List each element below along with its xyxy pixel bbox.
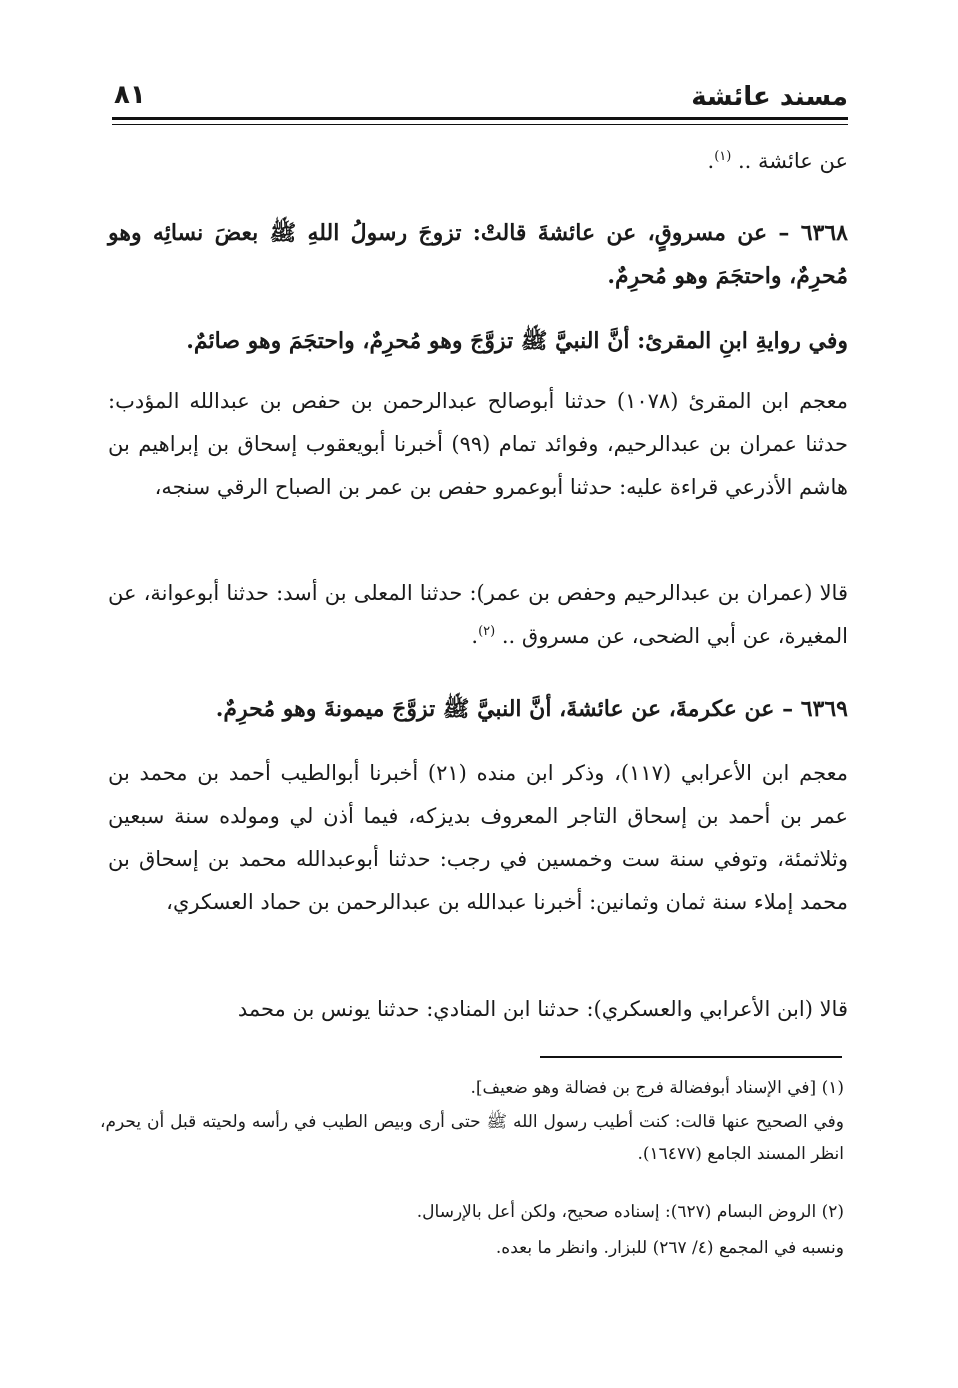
page-header	[112, 78, 848, 122]
paragraph-isnad-2-text: قالا (عمران بن عبدالرحيم وحفص بن عمر): حدثنا المعلى بن أسد: حدثنا أبوعوانة، عن المغيرة، عن أبي الضحى، عن مسروق ..	[108, 581, 848, 648]
paragraph-isnad-2-end: .	[471, 624, 479, 648]
footnote-separator	[540, 1056, 842, 1058]
footnote-1-note: وفي الصحيح عنها قالت: كنت أطيب رسول الله ﷺ حتى أرى وبيص الطيب في رأسه ولحيته قبل أن يحرم، انظر المسند الجامع (١٦٤٧٧).	[100, 1112, 844, 1164]
paragraph-isnad-4: قالا (ابن الأعرابي والعسكري): حدثنا ابن المنادي: حدثنا يونس بن محمد	[237, 997, 848, 1021]
paragraph-isnad-2	[108, 572, 848, 658]
continuation-end: .	[707, 149, 715, 173]
hadith-6369: ٦٣٦٩ – عن عكرمةَ، عن عائشةَ، أنَّ النبيَّ ﷺ تزوَّجَ ميمونةَ وهو مُحرِمٌ.	[215, 696, 848, 722]
footnote-2: (٢) الروض البسام (٦٢٧): إسناده صحيح، ولكن أعل بالإرسال.	[416, 1202, 844, 1222]
continuation-text: عن عائشة ..	[731, 149, 848, 173]
footnote-ref-2: (٢)	[478, 624, 496, 639]
continuation-line	[108, 140, 848, 183]
header-rule-thick	[112, 117, 848, 120]
hadith-6368-riwaya: وفي روايةِ ابنِ المقرئ: أنَّ النبيَّ ﷺ تزوَّجَ وهو مُحرِمٌ، واحتجَمَ وهو صائمٌ.	[186, 328, 848, 354]
hadith-6368: ٦٣٦٨ – عن مسروقٍ، عن عائشةَ قالتْ: تزوجَ رسولُ اللهِ ﷺ بعضَ نسائِه وهو مُحرِمٌ، واحتجَمَ وهو مُحرِمٌ.	[108, 220, 848, 289]
paragraph-isnad-1: معجم ابن المقرئ (١٠٧٨) حدثنا أبوصالح عبدالرحمن بن حفص بن عبدالله المؤدب: حدثنا عمران بن عبدالرحيم، وفوائد تمام (٩٩) أخبرنا أبويعقوب إسحاق بن إبراهيم بن هاشم الأذرعي قراءة عليه: حدثنا أبوعمرو حفص بن عمر بن الصباح الرقي سنجه،	[108, 389, 848, 499]
footnote-1: (١) [في الإسناد أبوفضالة فرج بن فضالة وهو ضعيف].	[470, 1078, 844, 1098]
paragraph-isnad-3: معجم ابن الأعرابي (١١٧)، وذكر ابن منده (٢١) أخبرنا أبوالطيب أحمد بن محمد بن عمر بن أحمد بن إسحاق التاجر المعروف بديزكه، فيما أذن لي ومولده سنة سبعين وثلاثمئة، وتوفي سنة ست وخمسين في رجب: حدثنا أبوعبدالله محمد بن إسحاق بن محمد إملاء سنة ثمان وثمانين: أخبرنا عبدالله بن عبدالرحمن بن حماد العسكري،	[108, 761, 849, 914]
header-rule-thin	[112, 124, 848, 125]
footnote-ref-1: (١)	[714, 149, 732, 164]
running-title: مسند عائشة	[691, 82, 848, 112]
page-number: ٨١	[114, 80, 146, 110]
footnote-2-note: ونسبه في المجمع (٤/ ٢٦٧) للبزار. وانظر ما بعده.	[495, 1238, 844, 1258]
